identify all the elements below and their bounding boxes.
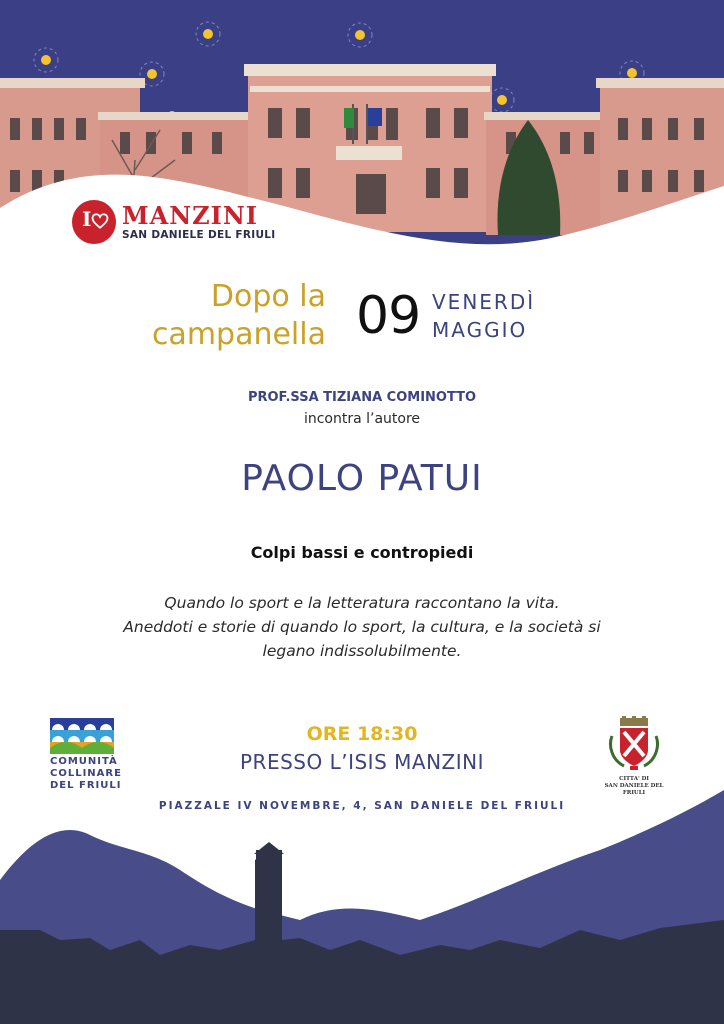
event-place: PRESSO L’ISIS MANZINI <box>240 750 484 774</box>
host-name: PROF.SSA TIZIANA COMINOTTO <box>247 390 477 405</box>
event-time: ORE 18:30 <box>306 723 418 745</box>
logo-letter: I <box>82 207 92 231</box>
book-title: Colpi bassi e contropiedi <box>250 543 474 562</box>
event-address: PIAZZALE IV NOVEMBRE, 4, SAN DANIELE DEL FRIULI <box>158 800 566 812</box>
author-name: PAOLO PATUI <box>241 458 483 499</box>
comunita-line3: DEL FRIULI <box>50 780 122 791</box>
event-title <box>152 278 326 354</box>
event-day-number: 09 <box>356 286 421 346</box>
description-line1: Quando lo sport e la letteratura raccontano la vita. <box>164 594 560 612</box>
comunita-line1: COMUNITÀ <box>50 756 118 767</box>
host-action: incontra l’autore <box>303 411 421 427</box>
event-month: MAGGIO <box>432 318 528 342</box>
event-title-line1: Dopo la <box>210 279 326 314</box>
manzini-logo <box>72 200 275 244</box>
event-date-words <box>432 288 535 344</box>
event-title-line2: campanella <box>151 317 326 352</box>
event-weekday: VENERDÌ <box>432 290 536 314</box>
city-line2: SAN DANIELE DEL FRIULI <box>604 783 664 796</box>
city-crest-logo <box>604 716 664 797</box>
footer-skyline-illustration <box>0 790 724 1024</box>
logo-badge <box>72 200 116 244</box>
comunita-line2: COLLINARE <box>50 768 122 779</box>
description-line3: legano indissolubilmente. <box>262 642 462 660</box>
description-line2: Aneddoti e storie di quando lo sport, la cultura, e la società si <box>123 618 601 636</box>
logo-subtitle: SAN DANIELE DEL FRIULI <box>122 228 276 241</box>
logo-title: MANZINI <box>122 200 259 230</box>
book-description <box>0 591 724 663</box>
city-crest-icon <box>604 716 664 772</box>
city-line1: CITTA' DI <box>619 776 649 782</box>
heart-icon <box>91 212 109 230</box>
